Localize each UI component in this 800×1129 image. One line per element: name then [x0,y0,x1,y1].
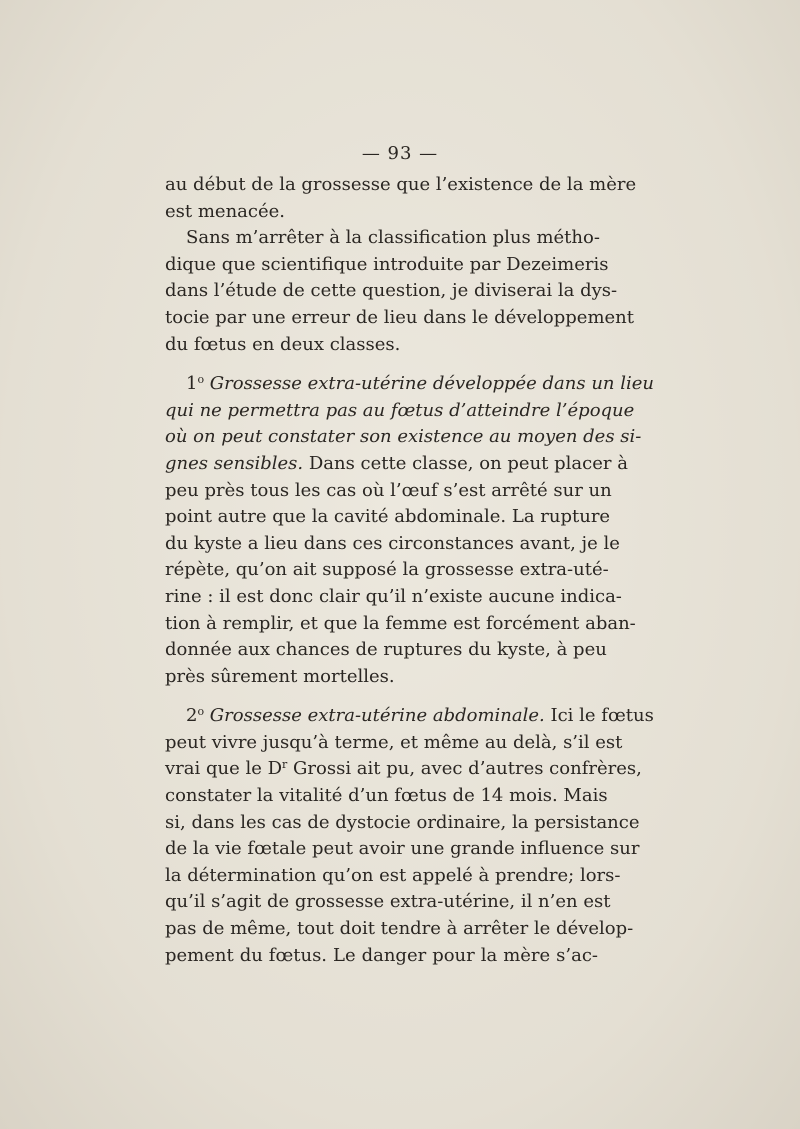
italic-text: qui ne permettra pas au fœtus d’atteindre l’époque [165,399,635,421]
text-line [165,199,598,226]
italic-text: où on peut constater son existence au moyen des si- [165,426,642,448]
text-run: pas de même, tout doit tendre à arrêter le dévelop- [165,918,634,940]
text-line [165,278,618,305]
paragraph [165,703,654,969]
text-line [165,252,609,279]
text-run: du fœtus en deux classes. [165,333,401,355]
text-line [165,703,654,730]
superscript: o [197,373,205,387]
text-line [165,916,634,943]
text-run: près sûrement mortelles. [165,665,395,687]
text-run: 2 [186,705,198,727]
text-run: Ici le fœtus [544,705,654,727]
paragraph [165,225,635,358]
text-line [165,398,635,425]
superscript: r [282,758,288,772]
text-run: au début de la grossesse que l’existence de la mère [165,174,637,195]
text-run: Grossi ait pu, avec d’autres confrères, [287,758,642,780]
text-run: donnée aux chances de ruptures du kyste, à peu [165,639,607,661]
italic-text: Grossesse extra-utérine abdominale. [204,705,545,727]
text-run: 1 [186,373,198,395]
text-line [165,664,598,691]
text-line [165,756,642,783]
paragraph [165,172,637,225]
text-run: qu’il s’agit de grossesse extra-utérine, il n’en est [165,891,611,913]
text-line [165,305,635,332]
text-run: constater la vitalité d’un fœtus de 14 mois. Mais [165,785,608,807]
text-line [165,451,628,478]
text-line [165,478,612,505]
text-run: est menacée. [165,200,285,222]
text-line [165,424,642,451]
paragraph-gap [165,358,598,371]
text-line [165,836,640,863]
text-line [165,172,637,199]
text-run: point autre que la cavité abdominale. La rupture [165,506,611,528]
text-run: dique que scientifique introduite par Dezeimeris [165,253,609,275]
text-run: tocie par une erreur de lieu dans le développement [165,306,635,328]
text-line [165,810,640,837]
text-line [165,584,622,611]
superscript: o [197,705,205,719]
text-line [165,557,609,584]
text-line [165,730,623,757]
text-line [165,863,621,890]
text-line [165,889,611,916]
text-run: la détermination qu’on est appelé à prendre; lors- [165,864,621,886]
italic-text: gnes sensibles. [165,452,304,474]
text-line [165,637,607,664]
text-line [165,611,636,638]
text-run: répète, qu’on ait supposé la grossesse extra-uté- [165,559,609,581]
text-run: tion à remplir, et que la femme est forcément aban- [165,612,636,634]
text-run: peut vivre jusqu’à terme, et même au delà, s’il est [165,731,623,753]
text-run: rine : il est donc clair qu’il n’existe aucune indica- [165,585,622,607]
paragraph-gap [165,690,598,703]
text-run: vrai que le D [165,758,283,780]
text-line [165,783,608,810]
text-line [165,225,598,252]
text-run: Dans cette classe, on peut placer à [303,452,628,474]
page-number: — 93 — [361,143,439,164]
text-run: du kyste a lieu dans ces circonstances avant, je le [165,532,620,554]
text-line [165,371,654,398]
body-text [165,172,654,969]
paragraph [165,371,654,690]
italic-text: Grossesse extra-utérine développée dans un lieu [204,373,654,395]
text-run: si, dans les cas de dystocie ordinaire, la persistance [165,811,640,833]
text-run: de la vie fœtale peut avoir une grande influence sur [165,838,640,860]
text-line [165,531,620,558]
text-line [165,332,598,359]
text-line [165,943,598,970]
text-run: dans l’étude de cette question, je diviserai la dys- [165,280,618,302]
text-run: Sans m’arrêter à la classification plus métho- [186,227,600,249]
text-run: peu près tous les cas où l’œuf s’est arrêté sur un [165,479,612,501]
text-line [165,504,611,531]
text-run: pement du fœtus. Le danger pour la mère s’ac- [165,944,598,966]
